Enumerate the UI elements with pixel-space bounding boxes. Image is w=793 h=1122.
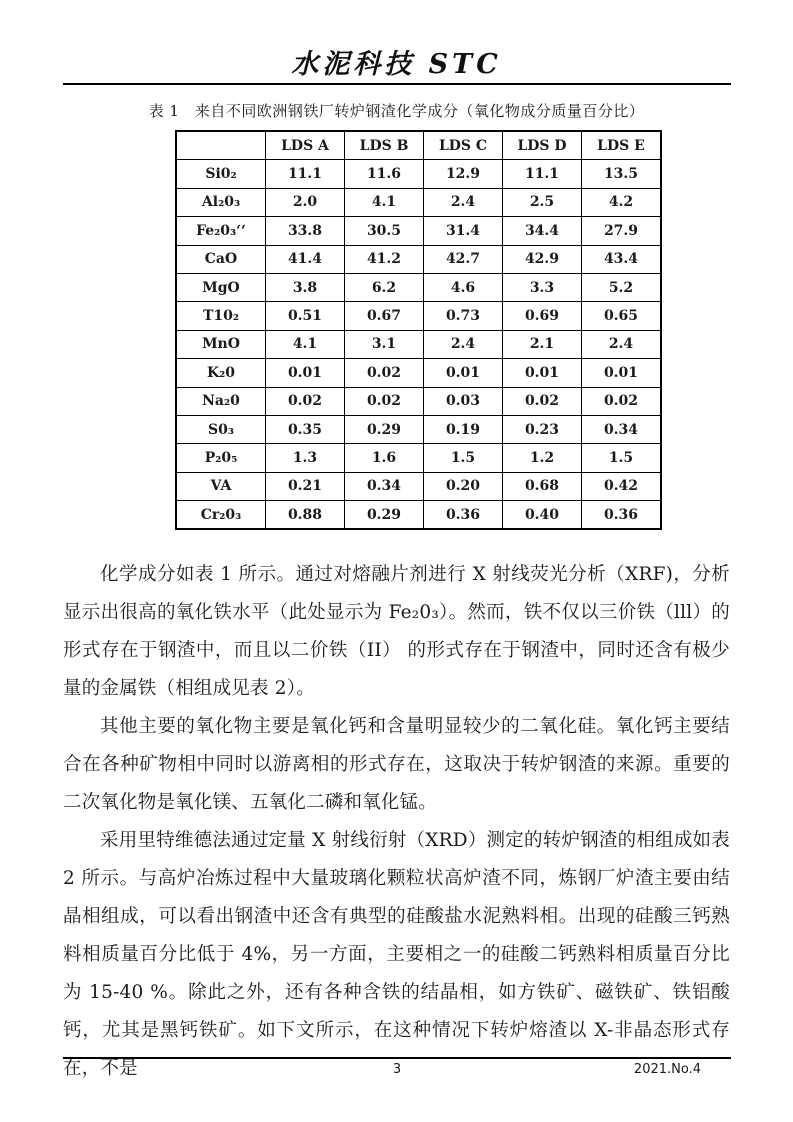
table-cell: 27.9 (582, 217, 662, 245)
table-cell: 2.1 (503, 330, 582, 358)
row-label: Al₂0₃ (176, 188, 266, 216)
table-cell: 4.6 (424, 273, 503, 301)
article-body (63, 556, 730, 1088)
table-cell: 33.8 (266, 217, 345, 245)
table-cell: 2.0 (266, 188, 345, 216)
table-cell: 1.3 (266, 444, 345, 472)
table-cell: 0.01 (424, 359, 503, 387)
row-label: MgO (176, 273, 266, 301)
table-cell: 0.01 (266, 359, 345, 387)
table-cell: 1.6 (345, 444, 424, 472)
row-label: K₂0 (176, 359, 266, 387)
table-cell: 0.02 (266, 387, 345, 415)
column-header: LDS A (266, 131, 345, 160)
table-cell: 2.4 (582, 330, 662, 358)
table-cell: 0.01 (582, 359, 662, 387)
row-label-column-header (176, 131, 266, 160)
column-header: LDS B (345, 131, 424, 160)
table-cell: 0.36 (424, 501, 503, 530)
column-header: LDS E (582, 131, 662, 160)
row-label: S0₃ (176, 415, 266, 443)
table-cell: 0.23 (503, 415, 582, 443)
table-cell: 2.4 (424, 188, 503, 216)
table-cell: 41.4 (266, 245, 345, 273)
table-cell: 31.4 (424, 217, 503, 245)
table-cell: 0.21 (266, 472, 345, 500)
table-cell: 12.9 (424, 160, 503, 188)
table-cell: 0.34 (345, 472, 424, 500)
table-cell: 41.2 (345, 245, 424, 273)
table-cell: 1.2 (503, 444, 582, 472)
table-cell: 11.1 (266, 160, 345, 188)
table-row (176, 273, 661, 301)
journal-title: 水泥科技 STC (291, 49, 502, 80)
row-label: Fe₂0₃‘‘ (176, 217, 266, 245)
table-cell: 0.20 (424, 472, 503, 500)
table-cell: 5.2 (582, 273, 662, 301)
table-row (176, 387, 661, 415)
table-row (176, 188, 661, 216)
table-caption: 表 1 来自不同欧洲钢铁厂转炉钢渣化学成分（氧化物成分质量百分比） (148, 102, 645, 120)
table-cell: 0.19 (424, 415, 503, 443)
table-cell: 0.29 (345, 415, 424, 443)
table-cell: 34.4 (503, 217, 582, 245)
table-row (176, 160, 661, 188)
table-cell: 0.51 (266, 302, 345, 330)
table-cell: 0.02 (503, 387, 582, 415)
table-cell: 2.5 (503, 188, 582, 216)
table-row (176, 359, 661, 387)
row-label: Cr₂0₃ (176, 501, 266, 530)
table-cell: 11.6 (345, 160, 424, 188)
row-label: T10₂ (176, 302, 266, 330)
table-cell: 0.35 (266, 415, 345, 443)
table-cell: 3.3 (503, 273, 582, 301)
table-cell: 0.73 (424, 302, 503, 330)
table-cell: 0.34 (582, 415, 662, 443)
table-cell: 42.7 (424, 245, 503, 273)
table-cell: 0.02 (345, 359, 424, 387)
row-label: VA (176, 472, 266, 500)
issue-label: 2021.No.4 (633, 1062, 701, 1077)
table-row (176, 302, 661, 330)
table-cell: 42.9 (503, 245, 582, 273)
table-cell: 3.1 (345, 330, 424, 358)
table-cell: 1.5 (582, 444, 662, 472)
table-cell: 0.36 (582, 501, 662, 530)
page-number: 3 (392, 1062, 402, 1077)
table-cell: 0.02 (582, 387, 662, 415)
table-cell: 0.03 (424, 387, 503, 415)
table-cell: 0.29 (345, 501, 424, 530)
table-cell: 4.1 (266, 330, 345, 358)
column-header: LDS D (503, 131, 582, 160)
table-cell: 4.2 (582, 188, 662, 216)
table-row (176, 444, 661, 472)
table-row (176, 501, 661, 530)
table-cell: 43.4 (582, 245, 662, 273)
table-cell: 3.8 (266, 273, 345, 301)
page-footer (63, 1062, 731, 1084)
table-cell: 0.40 (503, 501, 582, 530)
row-label: CaO (176, 245, 266, 273)
table-cell: 0.68 (503, 472, 582, 500)
table-cell: 0.88 (266, 501, 345, 530)
table-row (176, 245, 661, 273)
body-paragraph: 其他主要的氧化物主要是氧化钙和含量明显较少的二氧化硅。氧化钙主要结合在各种矿物相中同时以游离相的形式存在，这取决于转炉钢渣的来源。重要的二次氧化物是氧化镁、五氧化二磷和氧化锰。 (63, 716, 730, 813)
table-row (176, 472, 661, 500)
table-cell: 0.69 (503, 302, 582, 330)
table-cell: 11.1 (503, 160, 582, 188)
table-cell: 2.4 (424, 330, 503, 358)
footer-divider (63, 1057, 731, 1059)
row-label: Si0₂ (176, 160, 266, 188)
table-row (176, 217, 661, 245)
header-divider (63, 83, 731, 85)
table-cell: 0.67 (345, 302, 424, 330)
table-cell: 0.02 (345, 387, 424, 415)
table-cell: 0.01 (503, 359, 582, 387)
table-cell: 0.65 (582, 302, 662, 330)
column-header: LDS C (424, 131, 503, 160)
table-cell: 13.5 (582, 160, 662, 188)
table-row (176, 415, 661, 443)
body-paragraph: 化学成分如表 1 所示。通过对熔融片剂进行 X 射线荧光分析（XRF)，分析显示出很高的氧化铁水平（此处显示为 Fe₂0₃）。然而，铁不仅以三价铁（lll）的形式存在于钢渣中，而且以二价铁（II） 的形式存在于钢渣中，同时还含有极少量的金属铁（相组成见表 2）。 (63, 564, 730, 699)
table-cell: 30.5 (345, 217, 424, 245)
table-header-row (176, 131, 661, 160)
table-cell: 1.5 (424, 444, 503, 472)
row-label: Na₂0 (176, 387, 266, 415)
table-cell: 4.1 (345, 188, 424, 216)
row-label: P₂0₅ (176, 444, 266, 472)
body-paragraph: 采用里特维德法通过定量 X 射线衍射（XRD）测定的转炉钢渣的相组成如表 2 所示。与高炉冶炼过程中大量玻璃化颗粒状高炉渣不同，炼钢厂炉渣主要由结晶相组成，可以看出钢渣中还含有典型的硅酸盐水泥熟料相。出现的硅酸三钙熟料相质量百分比低于 4%，另一方面，主要相之一的硅酸二钙熟料相质量百分比为 15-40 %。除此之外，还有各种含铁的结晶相，如方铁矿、磁铁矿、铁铝酸钙，尤其是黑钙铁矿。如下文所示，在这种情况下转炉熔渣以 X-非晶态形式存在，不是 (63, 830, 730, 1079)
table-cell: 6.2 (345, 273, 424, 301)
composition-table (175, 130, 662, 530)
table-row (176, 330, 661, 358)
table-cell: 0.42 (582, 472, 662, 500)
row-label: MnO (176, 330, 266, 358)
